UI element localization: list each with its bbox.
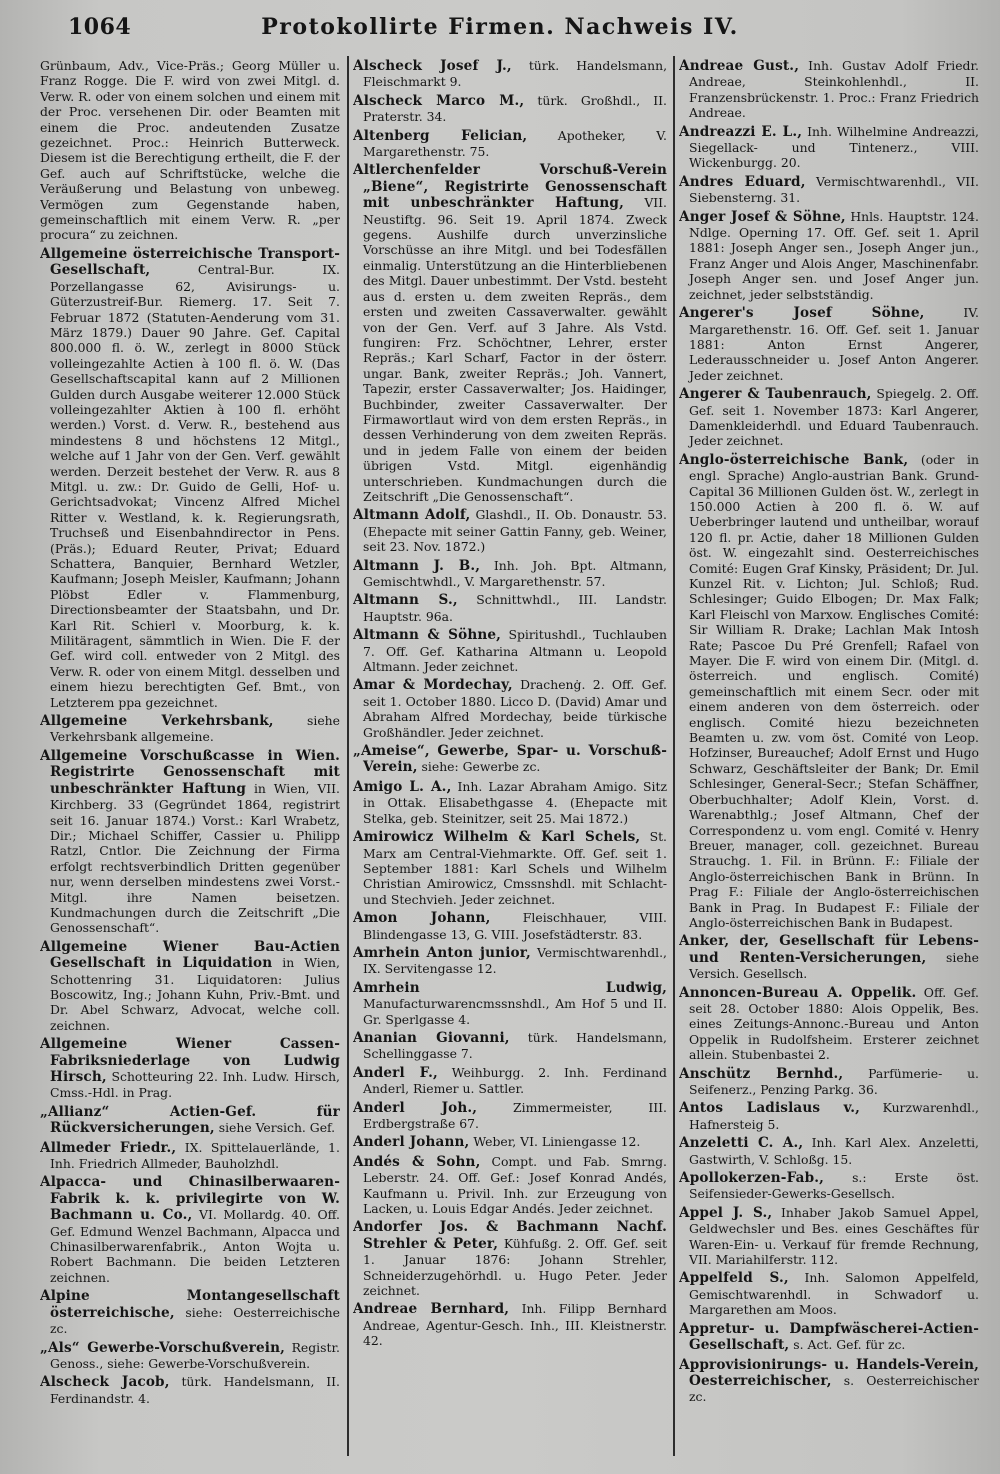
entry-text: Glashdl., II. Ob. Donaustr. 53. (Ehepacte mit seiner Gattin Fanny, geb. Weiner, seit 23. Nov. 1872.): [363, 507, 667, 555]
entry-text: s.: Erste öst. Seifensieder-Gewerks-Gesellsch.: [689, 1170, 979, 1202]
firm-name: Alscheck Josef J.,: [353, 58, 512, 74]
entry-text: Registr. Genoss., siehe: Gewerbe-Vorschußverein.: [50, 1339, 340, 1371]
entry-text: VI. Mollardg. 40. Off. Gef. Edmund Wenzel Bachmann, Alpacca und Chinasilberwarenfabrik., Anton Wojta u. Robert Bachmann. Die beiden Letzteren zeichnen.: [50, 1207, 340, 1285]
directory-entry: [353, 1030, 667, 1062]
directory-entry: [353, 829, 667, 907]
entry-text: Spiritushdl., Tuchlauben 7. Off. Gef. Katharina Altmann u. Leopold Altmann. Jeder zeichnet.: [363, 627, 667, 675]
entry-text: Schotteuring 22. Inh. Ludw. Hirsch, Cmss.-Hdl. in Prag.: [50, 1069, 340, 1101]
directory-entry: [679, 1135, 979, 1167]
entry-text: s. Act. Gef. für zc.: [793, 1337, 906, 1353]
entry-text: siehe Versich. Gesellsch.: [689, 949, 979, 982]
directory-entry: [679, 209, 979, 302]
firm-name: Altmann S.,: [353, 592, 458, 609]
entry-text: Drachenġ. 2. Off. Gef. seit 1. October 1880. Licco D. (David) Amar und Abraham Alfred Mordechay, beide türkische Großhändler. Jeder zeichnet.: [363, 677, 667, 740]
entry-text: Inh. Salomon Appelfeld, Gemischtwarenhdl. in Schwadorf u. Margarethen am Moos.: [689, 1270, 979, 1318]
directory-entry: [40, 1104, 340, 1137]
entry-text: Inh. Wilhelmine Andreazzi, Siegellack- und Tintenerz., VIII. Wickenburgg. 20.: [689, 123, 979, 171]
directory-entry: [353, 592, 667, 624]
entry-text: in Wien, Schottenring 31. Liquidatoren: Julius Boscowitz, Ing.; Johann Kuhn, Priv.-Bmt. und Dr. Abel Schwarz, Advocat, welche coll. zeichnen.: [50, 955, 340, 1033]
directory-entry: [353, 1100, 667, 1132]
entry-text: IX. Spittelauerlände, 1. Inh. Friedrich Allmeder, Bauholzhdl.: [50, 1139, 340, 1172]
entry-text: Spiegelg. 2. Off. Gef. seit 1. November 1873: Karl Angerer, Damenkleiderhdl. und Eduard Taubenrauch. Jeder zeichnet.: [689, 386, 979, 449]
directory-entry: [40, 1140, 340, 1172]
directory-entry: [353, 910, 667, 942]
firm-name: Anker, der, Gesellschaft für Lebens- und Renten-Versicherungen,: [679, 933, 979, 966]
directory-entry: [679, 174, 979, 206]
directory-entry: [40, 748, 340, 936]
directory-entry: [353, 1154, 667, 1217]
firm-name: Anzeletti C. A.,: [679, 1135, 804, 1152]
firm-name: Andres Eduard,: [679, 173, 806, 190]
entry-text: Central-Bur. IX. Porzellangasse 62, Avisirungs- u. Güterzustreif-Bur. Riemerg. 17. Seit 7. Februar 1872 (Statuten-Aenderung vom 31. März 1879.) Dauer 90 Jahre. Gef. Capital 800.000 fl. ö. W., zerlegt in 8000 Stück volleingezahlte Actien à 100 fl. ö. W. (Das Gesellschaftscapital kann auf 2 Millionen Gulden durch Ausgabe weiterer 12.000 Stück volleingezahlter Aktien à 100 fl. erhöht werden.) Vorst. d. Verw. R., bestehend aus mindestens 8 und höchstens 12 Mitgl., welche auf 1 Jahr von der Gen. Verf. gewählt werden. Derzeit bestehet der Verw. R. aus 8 Mitgl. u. zw.: Dr. Guido de Gelli, Hof- u. Gerichtsadvokat; Vincenz Alfred Michel Ritter v. Westland, k. k. Regierungsrath, Truchseß und Eisenbahndirector in Pens. (Präs.); Eduard Reuter, Privat; Eduard Schattera, Banquier, Bernhard Wetzler, Kaufmann; Joseph Meisler, Kaufmann; Johann Plöbst Edler v. Flammenburg, Directionsbeamter der Staatsbahn, und Dr. Karl Rit. Schierl v. Moorburg, k. k. Militäragent, sämmtlich in Wien. Die F. der Gef. wird coll. entweder von 2 Mitgl. des Verw. R. oder von einem Mitgl. desselben und einem hiezu berechtigten Gef. Bmt., von Letzterem ppa gezeichnet.: [50, 262, 340, 710]
entry-text: siehe: Gewerbe zc.: [421, 759, 541, 775]
firm-name: „Als“ Gewerbe-Vorschußverein,: [40, 1339, 285, 1356]
firm-name: Altenberg Felician,: [353, 127, 528, 144]
directory-entry: [353, 128, 667, 160]
firm-name: Altmann Adolf,: [353, 507, 471, 524]
firm-name: Annoncen-Bureau A. Oppelik.: [679, 984, 917, 1001]
firm-name: Amon Johann,: [353, 910, 491, 927]
entry-text: Inh. Karl Alex. Anzeletti, Gastwirth, V. Schloßg. 15.: [689, 1135, 979, 1167]
entry-text: Parfümerie- u. Seifenerz., Penzing Parkg. 36.: [689, 1065, 979, 1097]
directory-entry: [40, 1288, 340, 1336]
firm-name: Alscheck Jacob,: [40, 1374, 170, 1391]
directory-entry: [353, 162, 667, 504]
entry-text: in Wien, VII. Kirchberg. 33 (Gegründet 1864, registrirt seit 16. Januar 1874.) Vorst.: Karl Wrabetz, Dir.; Michael Schiffer, Cassier u. Philipp Ratzl, Cntlor. Die Zeichnung der Firma erfolgt rechtsverbindlich Dritten gegenüber nur, wenn derselben mindestens zwei Vorst.-Mitgl. ihre Namen beisetzen. Kundmachungen durch die Zeitschrift „Die Genossenschaft“.: [50, 780, 340, 936]
firm-name: Approvisionirungs- u. Handels-Verein, Oesterreichischer,: [679, 1356, 979, 1389]
firm-name: Altmann & Söhne,: [353, 627, 502, 644]
directory-entry: [353, 627, 667, 674]
directory-entry: [679, 1170, 979, 1202]
directory-entry: [40, 1036, 340, 1101]
firm-name: Allgemeine Vorschußcasse in Wien. Registrirte Genossenschaft mit unbeschränkter Haftung: [40, 747, 340, 797]
directory-entry: [353, 743, 667, 776]
entry-text: Kühfußg. 2. Off. Gef. seit 1. Januar 1876: Johann Strehler, Schneiderzugehörhdl. u. Hugo Peter. Jeder zeichnet.: [363, 1235, 667, 1299]
entry-text: Inh. Joh. Bpt. Altmann, Gemischtwhdl., V. Margarethenstr. 57.: [363, 557, 667, 589]
entry-text: Inh. Lazar Abraham Amigo. Sitz in Ottak. Elisabethgasse 4. (Ehepacte mit Stelka, geb. Steinitzer, seit 25. Mai 1872.): [363, 778, 667, 826]
directory-entry: [679, 452, 979, 931]
entry-text: VII. Neustiftg. 96. Seit 19. April 1874. Zweck gegens. Aushilfe durch unverzinsliche Vorschüsse an ihre Mitgl. und bei Todesfällen einmalig. Unterstützung an die Hinterbliebenen des Mitgl. Dauer unbestimmt. Der Vstd. besteht aus d. ersten u. dem zweiten Repräs., dem ersten und zweiten Cassaverwalter. gewählt von der Gen. Verf. auf 3 Jahre. Als Vstd. fungiren: Frz. Schöchtner, Lehrer, erster Repräs.; Karl Scharf, Factor in der österr. ungar. Bank, zweiter Repräs.; Joh. Vannert, Tapezir, erster Cassaverwalter; Jos. Haidinger, Buchbinder, zweiter Cassaverwalter. Der Firmawortlaut wird von dem ersten Repräs., in dessen Verhinderung von dem zweiten Repräs. und in jedem Falle von einem der beiden übrigen Vstd. Mitgl. eigenhändig unterschrieben. Kundmachungen durch die Zeitschrift „Die Genossenschaft“.: [363, 195, 667, 504]
entry-text: Apotheker, V. Margarethenstr. 75.: [363, 127, 667, 160]
firm-name: Alpacca- und Chinasilberwaaren-Fabrik k. k. privilegirte von W. Bachmann u. Co.,: [40, 1174, 340, 1224]
firm-name: Allgemeine Wiener Bau-Actien Gesellschaft in Liquidation: [40, 938, 340, 972]
directory-entry: [353, 93, 667, 125]
directory-entry: [679, 985, 979, 1063]
firm-name: „Ameise“, Gewerbe, Spar- u. Vorschuß-Verein,: [353, 743, 667, 776]
entry-text: türk. Großhdl., II. Praterstr. 34.: [363, 92, 667, 125]
entry-text: siehe Verkehrsbank allgemeine.: [50, 713, 340, 745]
firm-name: Andreae Bernhard,: [353, 1301, 510, 1318]
firm-name: Allgemeine Verkehrsbank,: [40, 713, 274, 730]
entry-text: Kurzwarenhdl., Hafnersteig 5.: [689, 1100, 979, 1132]
directory-entry: [353, 779, 667, 826]
firm-name: Amrhein Anton junior,: [353, 944, 531, 961]
firm-name: Allgemeine Wiener Cassen-Fabriksniederlage von Ludwig Hirsch,: [40, 1036, 340, 1085]
entry-text: Off. Gef. seit 28. October 1880: Alois Oppelik, Bes. eines Zeitungs-Annonc.-Bureau und Anton Oppelik in Rudolfsheim. Ersterer zeichnet allein. Stubenbastei 2.: [689, 984, 979, 1063]
column-right: [679, 58, 979, 1463]
directory-entry: [353, 980, 667, 1027]
directory-entry: [679, 1066, 979, 1098]
firm-name: Andorfer Jos. & Bachmann Nachf. Strehler & Peter,: [353, 1219, 667, 1252]
column-middle: [353, 58, 667, 1463]
directory-entry: [679, 933, 979, 981]
firm-name: Anglo-österreichische Bank,: [679, 451, 909, 468]
firm-name: Alpine Montangesellschaft österreichische,: [40, 1288, 340, 1321]
firm-name: Allmeder Friedr.,: [40, 1139, 177, 1156]
firm-name: Andreazzi E. L.,: [679, 123, 803, 140]
directory-entry: [40, 58, 340, 243]
firm-name: Appel J. S.,: [679, 1204, 773, 1221]
firm-name: „Allianz“ Actien-Gef. für Rückversicherungen,: [40, 1103, 340, 1137]
entry-text: türk. Handelsmann, Fleischmarkt 9.: [363, 58, 667, 90]
entry-text: Compt. und Fab. Smrng. Leberstr. 24. Off. Gef.: Josef Konrad Andés, Kaufmann u. Privil. Inh. zur Erzeugung von Lacken, u. Louis Edgar Andés. Jeder zeichnet.: [363, 1153, 667, 1217]
entry-text: Vermischtwarenhdl., VII. Siebensterng. 31.: [689, 173, 979, 206]
firm-name: Altmann J. B.,: [353, 557, 481, 574]
directory-entry: [679, 1357, 979, 1405]
firm-name: Amar & Mordechay,: [353, 677, 513, 694]
entry-text: Inh. Filipp Bernhard Andreae, Agentur-Gesch. Inh., III. Kleistnerstr. 42.: [363, 1301, 667, 1349]
directory-entry: [353, 677, 667, 740]
directory-entry: [353, 945, 667, 977]
entry-text: Weber, VI. Liniengasse 12.: [473, 1134, 641, 1150]
entry-text: Schnittwhdl., III. Landstr. Hauptstr. 96a.: [363, 592, 667, 624]
entry-text: Vermischtwarenhdl., IX. Servitengasse 12.: [363, 944, 667, 977]
firm-name: Amigo L. A.,: [353, 778, 452, 795]
firm-name: Ananian Giovanni,: [353, 1029, 510, 1046]
firm-name: Anderl Johann,: [353, 1134, 470, 1151]
directory-entry: [679, 58, 979, 121]
directory-entry: [40, 1374, 340, 1406]
firm-name: Allgemeine österreichische Transport-Gesellschaft,: [40, 245, 340, 279]
directory-entry: [679, 305, 979, 383]
firm-name: Altlerchenfelder Vorschuß-Verein „Biene“, Registrirte Genossenschaft mit unbeschränkter Haftung,: [353, 162, 667, 212]
entry-text: siehe Versich. Gef.: [218, 1120, 336, 1136]
directory-entry: [679, 1321, 979, 1354]
directory-entry: [40, 939, 340, 1033]
entry-text: Zimmermeister, III. Erdbergstraße 67.: [363, 1099, 667, 1131]
firm-name: Andés & Sohn,: [353, 1153, 481, 1170]
directory-entry: [40, 1174, 340, 1285]
entry-text: Manufacturwarencmssnshdl., Am Hof 5 und II. Gr. Sperlgasse 4.: [363, 996, 667, 1027]
entry-text: Fleischhauer, VIII. Blindengasse 13, G. VIII. Josefstädterstr. 83.: [363, 910, 667, 942]
firm-name: Angerer's Josef Söhne,: [679, 305, 925, 322]
entry-text: IV. Margarethenstr. 16. Off. Gef. seit 1. Januar 1881: Anton Ernst Angerer, Lederausschneider u. Josef Anton Angerer. Jeder zeichnet.: [689, 305, 979, 383]
directory-entry: [679, 124, 979, 171]
directory-entry: [40, 246, 340, 710]
directory-entry: [40, 713, 340, 745]
entry-text: Hnls. Hauptstr. 124. Ndlge. Operning 17. Off. Gef. seit 1. April 1881: Joseph Anger sen., Joseph Anger jun., Franz Anger und Alois Anger, Maschinenfabr. Joseph Anger sen. und Josef Anger jun. zeichnet, jeder selbstständig.: [689, 208, 979, 302]
directory-entry: [353, 1065, 667, 1097]
firm-name: Apollokerzen-Fab.,: [679, 1170, 825, 1187]
firm-name: Amrhein Ludwig,: [353, 979, 667, 996]
directory-entry: [353, 58, 667, 90]
entry-text: St. Marx am Central-Viehmarkte. Off. Gef. seit 1. September 1881: Karl Schels und Wilhelm Christian Amirowicz, Cmssnshdl. mit Schlacht- und Stechvieh. Jeder zeichnet.: [363, 829, 667, 907]
entry-text: siehe: Oesterreichische zc.: [50, 1304, 340, 1337]
firm-name: Alscheck Marco M.,: [353, 92, 525, 109]
directory-entry: [679, 1270, 979, 1317]
directory-entry: [40, 1340, 340, 1372]
entry-text: (oder in engl. Sprache) Anglo-austrian Bank. Grund-Capital 36 Millionen Gulden öst. W., zerlegt in 150.000 Actien à 200 fl. ö. W. auf Ueberbringer lautend und untheilbar, worauf 120 fl. pr. Actie, daher 18 Millionen Gulden öst. W. eingezahlt sind. Oesterreichisches Comité: Eugen Graf Kinsky, Präsident; Dr. Jul. Kunzel Rit. v. Lichton; Jul. Schloß; Rud. Schlesinger; Guido Elbogen; Dr. Max Falk; Karl Fleischl von Marxow. Englisches Comité: Sir William R. Drake; Lachlan Mak Intosh Rate; Pascoe Du Pré Grenfell; Rafael von Mayer. Die F. wird von einem Dir. (Mitgl. d. österreich. und englisch. Comité) gemeinschaftlich mit einem Secr. oder mit einem anderen von dem österreich. oder englisch. Comité hiezu bezeichneten Beamten u. zw. vom öst. Comité von Leop. Hofzinser, Bureauchef; Adolf Ernst und Hugo Schwarz, Geschäftsleiter der Bank; Dr. Emil Schlesinger, General-Secr.; Stefan Schäffner, Oberbuchhalter; Adolf Klein, Vorst. d. Warenabthlg.; Josef Altmann, Chef der Correspondenz u. vom engl. Comité v. Henry Breuer, manager, coll. gezeichnet. Bureau Strauchg. 1. Fil. in Brünn. F.: Filiale der Anglo-österreichischen Bank in Brünn. In Prag F.: Filiale der Anglo-österreichischen Bank in Prag. In Budapest F.: Filiale der Anglo-österreichischen Bank in Budapest.: [689, 451, 979, 930]
directory-entry: [679, 1205, 979, 1268]
directory-entry: [353, 1134, 667, 1150]
entry-text: türk. Handelsmann, Schellinggasse 7.: [363, 1029, 667, 1062]
entry-text: s. Oesterreichischer zc.: [689, 1372, 979, 1405]
entry-text: Inh. Gustav Adolf Friedr. Andreae, Steinkohlenhdl., II. Franzensbrückenstr. 1. Proc.: Franz Friedrich Andreae.: [689, 58, 979, 121]
firm-name: Angerer & Taubenrauch,: [679, 386, 872, 403]
column-rule: [347, 56, 349, 1456]
firm-name: Appretur- u. Dampfwäscherei-Actien-Gesellschaft,: [679, 1320, 979, 1354]
firm-name: Anderl Joh.,: [353, 1099, 478, 1116]
entry-text: türk. Handelsmann, II. Ferdinandstr. 4.: [50, 1374, 340, 1406]
firm-name: Appelfeld S.,: [679, 1270, 789, 1287]
entry-text: Weihburgg. 2. Inh. Ferdinand Anderl, Riemer u. Sattler.: [363, 1064, 667, 1097]
entry-text: Grünbaum, Adv., Vice-Präs.; Georg Müller u. Franz Rogge. Die F. wird von zwei Mitgl. d. Verw. R. oder von einem solchen und einem mit der Proc. versehenen Dir. oder Beamten mit einem die Proc. andeutenden Zusatze gezeichnet. Proc.: Heinrich Butterweck. Diesem ist die Berechtigung ertheilt, die F. der Gef. auch auf Schriftstücke, welche die Veräußerung und Belastung von unbeweg. Vermögen zum Gegenstande haben, gemeinschaftlich mit einem Verw. R. „per procura“ zu zeichnen.: [40, 58, 340, 243]
firm-name: Anderl F.,: [353, 1064, 438, 1081]
firm-name: Anger Josef & Söhne,: [679, 208, 846, 225]
directory-entry: [353, 507, 667, 554]
firm-name: Amirowicz Wilhelm & Karl Schels,: [353, 829, 641, 846]
directory-entry: [353, 1219, 667, 1298]
column-rule: [673, 56, 675, 1456]
firm-name: Anschütz Bernhd.,: [679, 1065, 844, 1082]
column-left: [40, 58, 340, 1463]
directory-entry: [679, 1100, 979, 1132]
running-head: Protokollirte Firmen. Nachweis IV.: [261, 14, 739, 40]
directory-entry: [353, 558, 667, 590]
firm-name: Antos Ladislaus v.,: [679, 1100, 861, 1117]
page-number: 1064: [68, 14, 132, 40]
directory-entry: [679, 386, 979, 449]
firm-name: Andreae Gust.,: [679, 58, 800, 74]
directory-entry: [353, 1301, 667, 1348]
entry-text: Inhaber Jakob Samuel Appel, Geldwechsler und Bes. eines Geschäftes für Waren-Ein- u. Verkauf für fremde Rechnung, VII. Mariahilferstr. 112.: [689, 1204, 979, 1268]
